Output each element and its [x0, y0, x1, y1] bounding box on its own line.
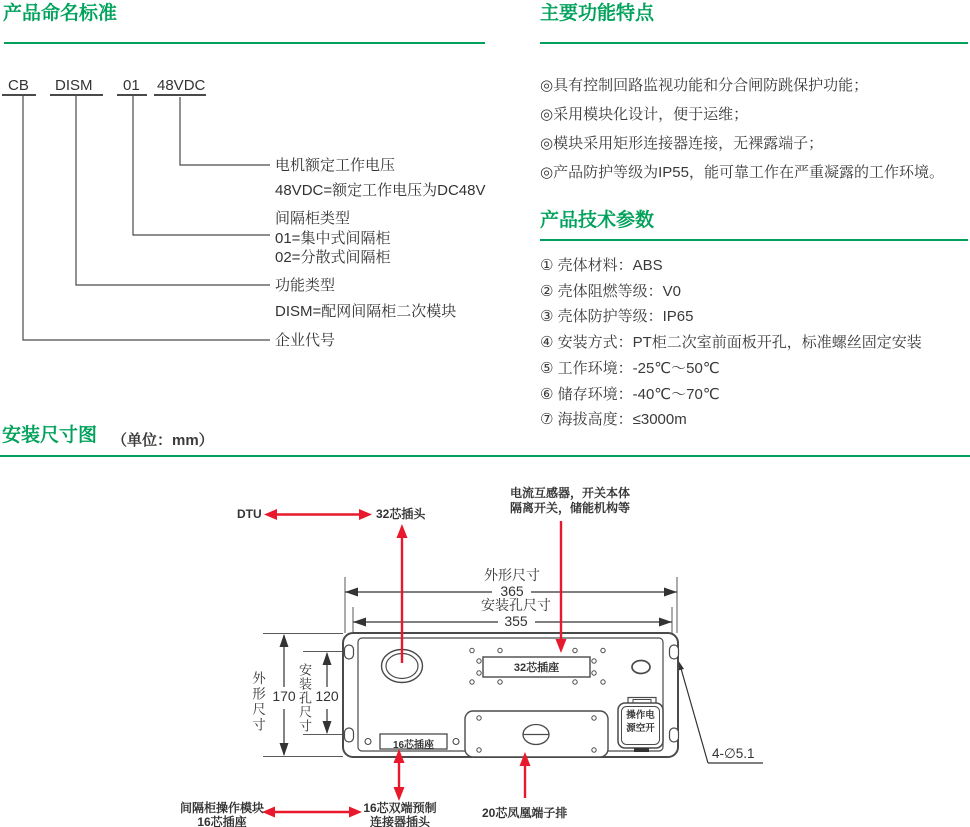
breaker-label-line1: 操作电 — [626, 710, 655, 721]
connector-function — [76, 96, 270, 285]
installation-dimension-diagram — [0, 457, 970, 827]
outer-height-value: 170 — [272, 688, 296, 704]
code-part-function: DISM — [55, 77, 93, 94]
naming-connector-lines — [0, 95, 290, 347]
diagram-section-title: 安装尺寸图 — [2, 425, 98, 446]
param-item: ⑥ 储存环境：-40℃～70℃ — [540, 385, 720, 403]
module-label — [178, 801, 266, 827]
param-item: ④ 安装方式：PT柜二次室前面板开孔，标准螺丝固定安装 — [540, 334, 922, 352]
mounting-slot — [345, 645, 354, 659]
ct-label — [500, 486, 640, 516]
terminal20-label: 20芯凤凰端子排 — [482, 806, 568, 820]
code-part-voltage: 48VDC — [157, 77, 206, 94]
params-section-title: 产品技术参数 — [540, 210, 655, 231]
hole-width-label: 安装孔尺寸 — [481, 597, 551, 613]
mounting-slot — [670, 728, 679, 742]
naming-title-divider — [4, 42, 485, 44]
outer-width-value: 365 — [500, 583, 524, 599]
params-title-divider — [540, 239, 968, 241]
module-label-line2: 16芯插座 — [197, 815, 247, 827]
code-part-company: CB — [8, 77, 29, 94]
outer-width-label: 外形尺寸 — [484, 567, 540, 583]
hole-height-label: 安装孔尺寸 — [297, 663, 312, 733]
features-list — [540, 71, 944, 187]
params-list — [540, 253, 922, 433]
ct-label-line1: 电流互感器，开关本体 — [509, 486, 630, 500]
diagram-unit-label: （单位：mm） — [112, 432, 214, 449]
naming-label-cabinet-opt1: 01=集中式间隔柜 — [275, 230, 391, 247]
breaker-label — [621, 709, 660, 735]
connector-voltage — [180, 97, 270, 165]
holes-leader-line — [680, 665, 708, 763]
naming-label-voltage-desc: 48VDC=额定工作电压为DC48V — [275, 182, 486, 199]
features-section-title: 主要功能特点 — [540, 3, 655, 24]
dimension-drawing — [0, 457, 970, 827]
breaker-latch — [634, 748, 649, 752]
naming-label-voltage-title: 电机额定工作电压 — [275, 157, 396, 174]
conn16-label-line2: 连接器插头 — [369, 815, 430, 827]
feature-item: ◎具有控制回路监视功能和分合闸防跳保护功能； — [540, 77, 869, 94]
ct-label-line2: 隔离开关，储能机构等 — [509, 501, 630, 515]
features-title-divider — [540, 42, 968, 44]
mounting-holes-label: 4-∅5.1 — [712, 746, 755, 761]
conn16-label — [360, 801, 440, 827]
outer-height-label: 外形尺寸 — [250, 671, 265, 733]
param-item: ② 壳体阻燃等级：V0 — [540, 282, 681, 300]
code-part-cabinet: 01 — [123, 77, 140, 94]
naming-label-cabinet-opt2: 02=分散式间隔柜 — [275, 249, 391, 266]
mounting-slot — [670, 645, 679, 659]
breaker-label-line2: 源空开 — [626, 723, 655, 734]
feature-item: ◎模块采用矩形连接器连接，无裸露端子； — [540, 135, 824, 152]
naming-label-cabinet-title: 间隔柜类型 — [275, 210, 351, 227]
feature-item: ◎采用模块化设计，便于运维； — [540, 106, 749, 123]
naming-label-function-title: 功能类型 — [275, 277, 336, 294]
hole-height-value: 120 — [315, 688, 339, 704]
naming-label-function-desc: DISM=配网间隔柜二次模块 — [275, 303, 457, 320]
param-item: ⑤ 工作环境：-25℃～50℃ — [540, 359, 720, 377]
mounting-slot — [345, 728, 354, 742]
feature-item: ◎产品防护等级为IP55，能可靠工作在严重凝露的工作环境。 — [540, 164, 944, 181]
module-label-line1: 间隔柜操作模块 — [179, 801, 264, 815]
socket16-label: 16芯插座 — [392, 740, 435, 751]
connector-company — [23, 96, 270, 340]
param-item: ③ 壳体防护等级：IP65 — [540, 308, 694, 326]
param-item: ⑦ 海拔高度：≤3000m — [540, 411, 687, 429]
hole-width-value: 355 — [504, 613, 528, 629]
param-item: ① 壳体材料：ABS — [540, 257, 663, 274]
plug32-label: 32芯插头 — [376, 507, 426, 521]
socket32-label: 32芯插座 — [513, 662, 560, 674]
conn16-label-line1: 16芯双端预制 — [363, 801, 437, 815]
dtu-label: DTU — [237, 507, 262, 521]
naming-label-company: 企业代号 — [275, 332, 336, 349]
naming-section-title: 产品命名标准 — [3, 3, 118, 24]
